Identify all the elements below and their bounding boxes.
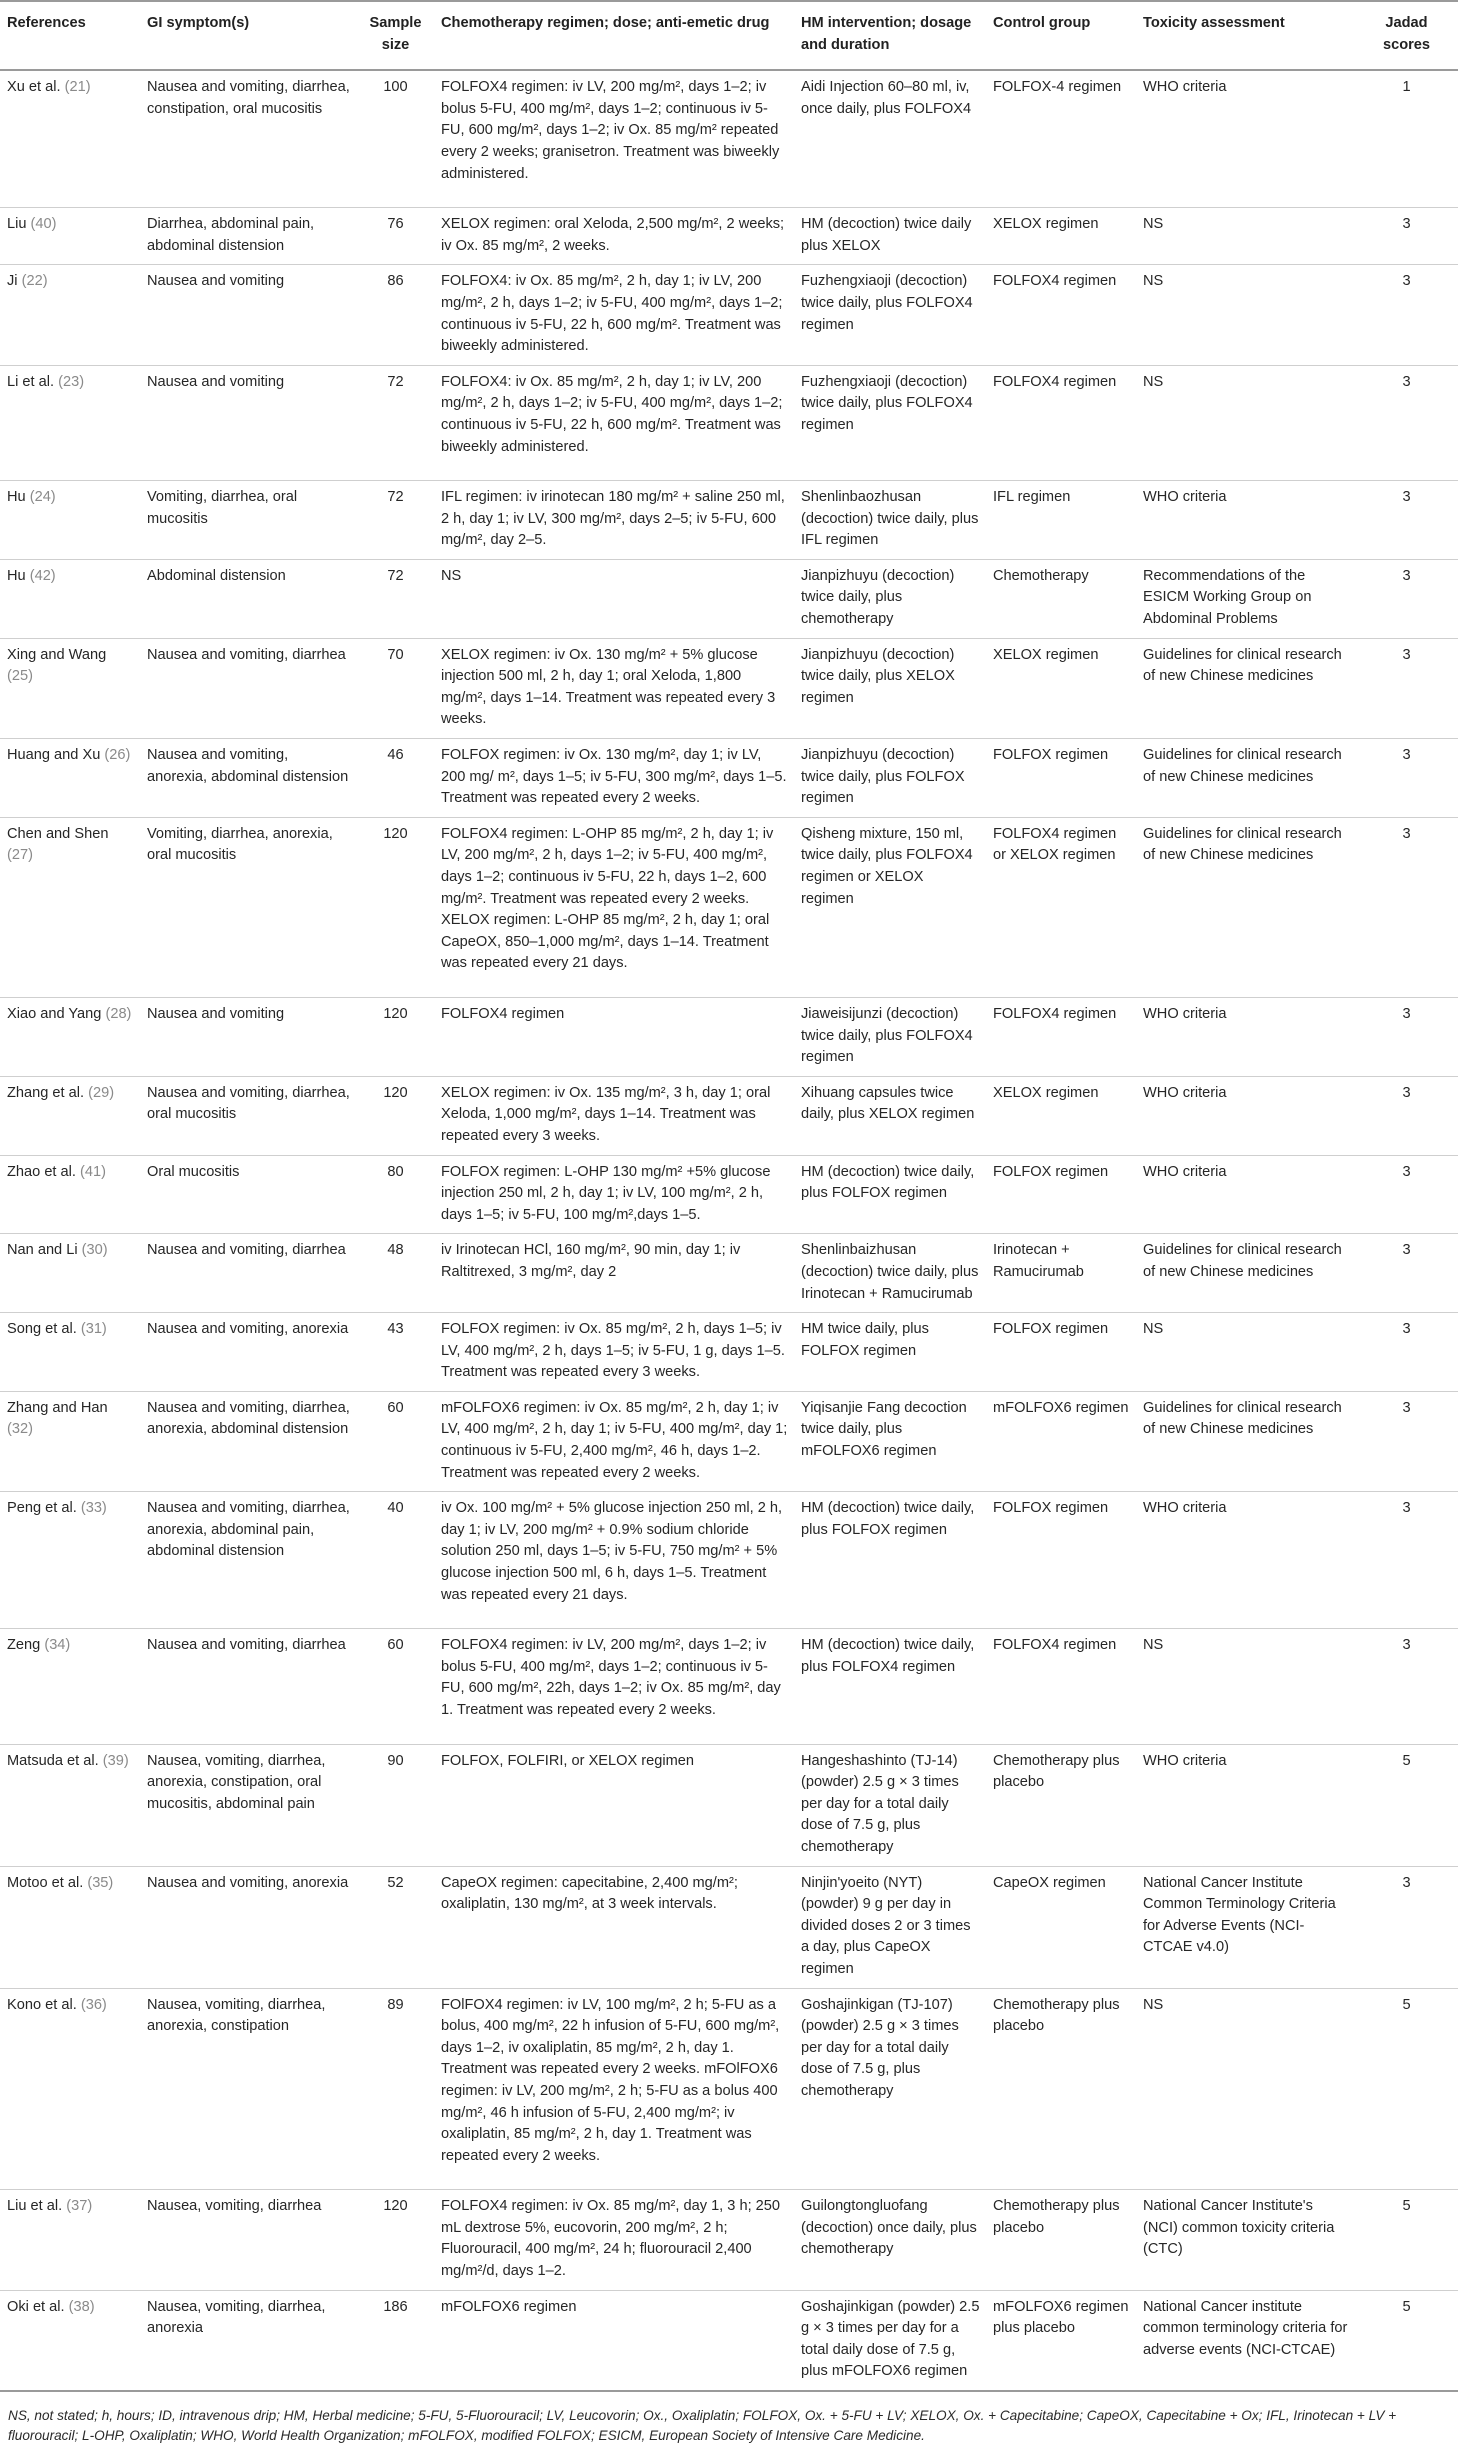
cell-toxicity-assessment: Recommendations of the ESICM Working Group on Abdominal Problems <box>1136 559 1354 638</box>
table-row <box>0 1391 1458 1491</box>
cell-hm-intervention: Qisheng mixture, 150 ml, twice daily, plus FOLFOX4 regimen or XELOX regimen <box>794 817 986 997</box>
reference-author: Zhao et al. <box>7 1163 76 1180</box>
cell-control-group: Chemotherapy plus placebo <box>986 1744 1136 1866</box>
cell-jadad-score: 5 <box>1354 1744 1458 1866</box>
cell-gi-symptoms: Nausea and vomiting, diarrhea <box>140 1629 356 1744</box>
cell-toxicity-assessment: WHO criteria <box>1136 1492 1354 1629</box>
cell-hm-intervention: Goshajinkigan (TJ-107) (powder) 2.5 g × 3 times per day for a total daily dose of 7.5 g, plus chemotherapy <box>794 1988 986 2190</box>
cell-reference <box>0 638 140 738</box>
table-row <box>0 70 1458 207</box>
cell-control-group: XELOX regimen <box>986 1076 1136 1155</box>
cell-jadad-score: 3 <box>1354 559 1458 638</box>
cell-jadad-score: 3 <box>1354 1076 1458 1155</box>
cell-jadad-score: 3 <box>1354 1866 1458 1988</box>
reference-author: Li et al. <box>7 373 55 390</box>
cell-reference <box>0 365 140 480</box>
cell-chemotherapy: NS <box>434 559 794 638</box>
cell-sample-size: 80 <box>356 1155 434 1234</box>
cell-gi-symptoms: Nausea and vomiting, diarrhea, anorexia, abdominal distension <box>140 1391 356 1491</box>
reference-citation-link[interactable]: (31) <box>80 1321 107 1338</box>
reference-author: Nan and Li <box>7 1242 78 1259</box>
cell-sample-size: 52 <box>356 1866 434 1988</box>
cell-gi-symptoms: Nausea, vomiting, diarrhea <box>140 2190 356 2290</box>
cell-toxicity-assessment: National Cancer institute common terminology criteria for adverse events (NCI-CTCAE) <box>1136 2290 1354 2391</box>
cell-toxicity-assessment: WHO criteria <box>1136 70 1354 207</box>
cell-control-group: FOLFOX regimen <box>986 1492 1136 1629</box>
cell-toxicity-assessment: Guidelines for clinical research of new Chinese medicines <box>1136 1234 1354 1313</box>
cell-sample-size: 43 <box>356 1313 434 1392</box>
cell-reference <box>0 1313 140 1392</box>
cell-reference <box>0 1988 140 2190</box>
cell-hm-intervention: Shenlinbaozhusan (decoction) twice daily, plus IFL regimen <box>794 481 986 560</box>
reference-citation-link[interactable]: (22) <box>21 273 48 290</box>
cell-hm-intervention: HM (decoction) twice daily, plus FOLFOX regimen <box>794 1155 986 1234</box>
cell-chemotherapy: mFOLFOX6 regimen: iv Ox. 85 mg/m², 2 h, day 1; iv LV, 400 mg/m², 2 h, day 1; iv 5-FU, 400 mg/m², day 1; continuous iv 5-FU, 2,400 mg/m², 46 h, days 1–2. Treatment was repeated every 2 weeks. <box>434 1391 794 1491</box>
cell-reference <box>0 739 140 818</box>
cell-chemotherapy: IFL regimen: iv irinotecan 180 mg/m² + saline 250 ml, 2 h, day 1; iv LV, 300 mg/m², days 2–5; iv 5-FU, 600 mg/m², day 2–5. <box>434 481 794 560</box>
cell-gi-symptoms: Nausea and vomiting <box>140 365 356 480</box>
header-row <box>0 1 1458 70</box>
table-body <box>0 70 1458 2391</box>
cell-gi-symptoms: Nausea and vomiting, anorexia, abdominal distension <box>140 739 356 818</box>
cell-gi-symptoms: Nausea and vomiting, diarrhea, oral mucositis <box>140 1076 356 1155</box>
cell-toxicity-assessment: Guidelines for clinical research of new Chinese medicines <box>1136 739 1354 818</box>
table-row <box>0 739 1458 818</box>
cell-chemotherapy: FOLFOX regimen: iv Ox. 85 mg/m², 2 h, days 1–5; iv LV, 400 mg/m², 2 h, days 1–5; iv 5-FU, 1 g, days 1–5. Treatment was repeated every 3 weeks. <box>434 1313 794 1392</box>
cell-hm-intervention: Jiaweisijunzi (decoction) twice daily, plus FOLFOX4 regimen <box>794 997 986 1076</box>
cell-sample-size: 100 <box>356 70 434 207</box>
cell-control-group: FOLFOX4 regimen <box>986 265 1136 365</box>
cell-control-group: Chemotherapy plus placebo <box>986 1988 1136 2190</box>
cell-jadad-score: 5 <box>1354 1988 1458 2190</box>
table-row <box>0 2290 1458 2391</box>
cell-control-group: mFOLFOX6 regimen plus placebo <box>986 2290 1136 2391</box>
reference-author: Ji <box>7 273 18 290</box>
cell-toxicity-assessment: National Cancer Institute Common Terminology Criteria for Adverse Events (NCI-CTCAE v4.0) <box>1136 1866 1354 1988</box>
cell-reference <box>0 1155 140 1234</box>
table-row <box>0 1076 1458 1155</box>
cell-control-group: XELOX regimen <box>986 208 1136 265</box>
cell-reference <box>0 2190 140 2290</box>
reference-citation-link[interactable]: (42) <box>29 567 56 584</box>
cell-jadad-score: 3 <box>1354 1629 1458 1744</box>
cell-reference <box>0 265 140 365</box>
cell-sample-size: 70 <box>356 638 434 738</box>
cell-hm-intervention: Xihuang capsules twice daily, plus XELOX regimen <box>794 1076 986 1155</box>
reference-citation-link[interactable]: (40) <box>30 216 57 233</box>
cell-chemotherapy: mFOLFOX6 regimen <box>434 2290 794 2391</box>
reference-citation-link[interactable]: (38) <box>68 2298 95 2315</box>
reference-citation-link[interactable]: (21) <box>64 79 91 96</box>
cell-sample-size: 89 <box>356 1988 434 2190</box>
cell-sample-size: 60 <box>356 1391 434 1491</box>
cell-control-group: FOLFOX-4 regimen <box>986 70 1136 207</box>
reference-author: Matsuda et al. <box>7 1752 99 1769</box>
header-references: References <box>0 1 140 70</box>
cell-toxicity-assessment: Guidelines for clinical research of new Chinese medicines <box>1136 638 1354 738</box>
cell-gi-symptoms: Diarrhea, abdominal pain, abdominal distension <box>140 208 356 265</box>
header-toxicity: Toxicity assessment <box>1136 1 1354 70</box>
cell-chemotherapy: FOLFOX4 regimen <box>434 997 794 1076</box>
header-chemotherapy: Chemotherapy regimen; dose; anti-emetic drug <box>434 1 794 70</box>
reference-citation-link[interactable]: (34) <box>44 1637 71 1654</box>
cell-reference <box>0 559 140 638</box>
cell-reference <box>0 208 140 265</box>
header-hm-intervention: HM intervention; dosage and duration <box>794 1 986 70</box>
reference-author: Hu <box>7 489 26 506</box>
reference-citation-link[interactable]: (32) <box>7 1421 33 1438</box>
cell-hm-intervention: Aidi Injection 60–80 ml, iv, once daily, plus FOLFOX4 <box>794 70 986 207</box>
reference-author: Kono et al. <box>7 1996 77 2013</box>
cell-sample-size: 40 <box>356 1492 434 1629</box>
cell-gi-symptoms: Vomiting, diarrhea, anorexia, oral mucositis <box>140 817 356 997</box>
cell-gi-symptoms: Oral mucositis <box>140 1155 356 1234</box>
cell-chemotherapy: FOLFOX4: iv Ox. 85 mg/m², 2 h, day 1; iv LV, 200 mg/m², 2 h, days 1–2; iv 5-FU, 400 mg/m², days 1–2; continuous iv 5-FU, 22 h, 600 mg/m². Treatment was biweekly administered. <box>434 365 794 480</box>
cell-control-group: FOLFOX4 regimen <box>986 1629 1136 1744</box>
reference-citation-link[interactable]: (39) <box>102 1752 129 1769</box>
reference-citation-link[interactable]: (36) <box>80 1996 107 2013</box>
table-row <box>0 559 1458 638</box>
cell-gi-symptoms: Nausea, vomiting, diarrhea, anorexia, constipation <box>140 1988 356 2190</box>
reference-citation-link[interactable]: (27) <box>7 847 33 864</box>
reference-citation-link[interactable]: (23) <box>58 373 85 390</box>
cell-toxicity-assessment: Guidelines for clinical research of new Chinese medicines <box>1136 817 1354 997</box>
table-row <box>0 817 1458 997</box>
header-control-group: Control group <box>986 1 1136 70</box>
reference-author: Liu <box>7 216 27 233</box>
cell-control-group: mFOLFOX6 regimen <box>986 1391 1136 1491</box>
cell-chemotherapy: FOLFOX, FOLFIRI, or XELOX regimen <box>434 1744 794 1866</box>
reference-author: Xing and Wang <box>7 646 107 663</box>
table-row <box>0 365 1458 480</box>
cell-sample-size: 60 <box>356 1629 434 1744</box>
cell-sample-size: 72 <box>356 365 434 480</box>
cell-hm-intervention: Yiqisanjie Fang decoction twice daily, plus mFOLFOX6 regimen <box>794 1391 986 1491</box>
table-header <box>0 1 1458 70</box>
cell-control-group: FOLFOX regimen <box>986 1155 1136 1234</box>
reference-author: Zhang and Han <box>7 1399 108 1416</box>
cell-toxicity-assessment: WHO criteria <box>1136 1076 1354 1155</box>
cell-toxicity-assessment: NS <box>1136 365 1354 480</box>
cell-jadad-score: 3 <box>1354 1492 1458 1629</box>
table-row <box>0 1744 1458 1866</box>
reference-author: Zhang et al. <box>7 1084 85 1101</box>
reference-author: Xiao and Yang <box>7 1005 102 1022</box>
reference-author: Oki et al. <box>7 2298 65 2315</box>
cell-gi-symptoms: Nausea and vomiting <box>140 265 356 365</box>
cell-reference <box>0 1234 140 1313</box>
reference-citation-link[interactable]: (24) <box>29 489 56 506</box>
cell-toxicity-assessment: NS <box>1136 1629 1354 1744</box>
cell-control-group: IFL regimen <box>986 481 1136 560</box>
cell-reference <box>0 1076 140 1155</box>
cell-hm-intervention: HM (decoction) twice daily, plus FOLFOX4 regimen <box>794 1629 986 1744</box>
table-row <box>0 1629 1458 1744</box>
cell-jadad-score: 3 <box>1354 1155 1458 1234</box>
cell-sample-size: 86 <box>356 265 434 365</box>
cell-toxicity-assessment: NS <box>1136 1313 1354 1392</box>
cell-control-group: XELOX regimen <box>986 638 1136 738</box>
cell-reference <box>0 1629 140 1744</box>
cell-chemotherapy: FOLFOX4 regimen: iv LV, 200 mg/m², days 1–2; iv bolus 5-FU, 400 mg/m², days 1–2; continuous iv 5-FU, 600 mg/m², 22h, days 1–2; iv Ox. 85 mg/m², day 1. Treatment was repeated every 2 weeks. <box>434 1629 794 1744</box>
table-row <box>0 1492 1458 1629</box>
table-row <box>0 208 1458 265</box>
cell-reference <box>0 2290 140 2391</box>
cell-gi-symptoms: Nausea and vomiting, diarrhea <box>140 1234 356 1313</box>
cell-control-group: FOLFOX4 regimen or XELOX regimen <box>986 817 1136 997</box>
cell-chemotherapy: iv Ox. 100 mg/m² + 5% glucose injection 250 ml, 2 h, day 1; iv LV, 200 mg/m² + 0.9% sodium chloride solution 250 ml, days 1–5; iv 5-FU, 750 mg/m² + 5% glucose injection 500 ml, 6 h, days 1–5. Treatment was repeated every 21 days. <box>434 1492 794 1629</box>
header-sample-size: Sample size <box>356 1 434 70</box>
table-row <box>0 1234 1458 1313</box>
cell-toxicity-assessment: NS <box>1136 1988 1354 2190</box>
cell-control-group: FOLFOX regimen <box>986 1313 1136 1392</box>
cell-chemotherapy: FOLFOX4 regimen: iv LV, 200 mg/m², days 1–2; iv bolus 5-FU, 400 mg/m², days 1–2; continuous iv 5-FU, 600 mg/m², days 1–2; iv Ox. 85 mg/m² repeated every 2 weeks; granisetron. Treatment was biweekly administered. <box>434 70 794 207</box>
cell-sample-size: 90 <box>356 1744 434 1866</box>
cell-jadad-score: 3 <box>1354 1313 1458 1392</box>
cell-jadad-score: 3 <box>1354 997 1458 1076</box>
cell-gi-symptoms: Nausea and vomiting, diarrhea, anorexia, abdominal pain, abdominal distension <box>140 1492 356 1629</box>
cell-reference <box>0 997 140 1076</box>
cell-control-group: FOLFOX4 regimen <box>986 997 1136 1076</box>
table-row <box>0 1866 1458 1988</box>
cell-sample-size: 72 <box>356 559 434 638</box>
cell-toxicity-assessment: NS <box>1136 208 1354 265</box>
cell-sample-size: 76 <box>356 208 434 265</box>
table-row <box>0 1313 1458 1392</box>
cell-toxicity-assessment: WHO criteria <box>1136 481 1354 560</box>
cell-hm-intervention: Jianpizhuyu (decoction) twice daily, plus chemotherapy <box>794 559 986 638</box>
cell-hm-intervention: Shenlinbaizhusan (decoction) twice daily, plus Irinotecan + Ramucirumab <box>794 1234 986 1313</box>
cell-gi-symptoms: Nausea and vomiting <box>140 997 356 1076</box>
cell-reference <box>0 1492 140 1629</box>
cell-toxicity-assessment: Guidelines for clinical research of new Chinese medicines <box>1136 1391 1354 1491</box>
cell-chemotherapy: FOLFOX regimen: L-OHP 130 mg/m² +5% glucose injection 250 ml, 2 h, day 1; iv LV, 100 mg/m², 2 h, days 1–5; iv 5-FU, 100 mg/m²,days 1–5. <box>434 1155 794 1234</box>
reference-author: Liu et al. <box>7 2198 63 2215</box>
reference-author: Peng et al. <box>7 1500 77 1517</box>
cell-jadad-score: 1 <box>1354 70 1458 207</box>
cell-sample-size: 120 <box>356 1076 434 1155</box>
cell-gi-symptoms: Nausea and vomiting, anorexia <box>140 1866 356 1988</box>
cell-chemotherapy: FOlFOX4 regimen: iv LV, 100 mg/m², 2 h; 5-FU as a bolus, 400 mg/m², 22 h infusion of 5-FU, 600 mg/m², days 1–2, iv oxaliplatin, 85 mg/m², 2 h, day 1. Treatment was repeated every 2 weeks. mFOlFOX6 regimen: iv LV, 200 mg/m², 2 h; 5-FU as a bolus 400 mg/m², 46 h infusion of 5-FU, 2,400 mg/m²; iv oxaliplatin, 85 mg/m², 2 h, day 1. Treatment was repeated every 2 weeks. <box>434 1988 794 2190</box>
cell-chemotherapy: XELOX regimen: iv Ox. 135 mg/m², 3 h, day 1; oral Xeloda, 1,000 mg/m², days 1–14. Treatment was repeated every 3 weeks. <box>434 1076 794 1155</box>
cell-hm-intervention: Hangeshashinto (TJ-14) (powder) 2.5 g × 3 times per day for a total daily dose of 7.5 g, plus chemotherapy <box>794 1744 986 1866</box>
cell-control-group: Irinotecan + Ramucirumab <box>986 1234 1136 1313</box>
cell-reference <box>0 481 140 560</box>
cell-chemotherapy: FOLFOX regimen: iv Ox. 130 mg/m², day 1; iv LV, 200 mg/ m², days 1–5; iv 5-FU, 300 mg/m², days 1–5. Treatment was repeated every 2 weeks. <box>434 739 794 818</box>
header-gi-symptoms: GI symptom(s) <box>140 1 356 70</box>
reference-citation-link[interactable]: (29) <box>88 1084 115 1101</box>
cell-hm-intervention: Ninjin'yoeito (NYT) (powder) 9 g per day in divided doses 2 or 3 times a day, plus CapeOX regimen <box>794 1866 986 1988</box>
cell-hm-intervention: Fuzhengxiaoji (decoction) twice daily, plus FOLFOX4 regimen <box>794 365 986 480</box>
cell-jadad-score: 3 <box>1354 265 1458 365</box>
reference-citation-link[interactable]: (28) <box>105 1005 132 1022</box>
cell-sample-size: 120 <box>356 817 434 997</box>
cell-chemotherapy: iv Irinotecan HCl, 160 mg/m², 90 min, day 1; iv Raltitrexed, 3 mg/m², day 2 <box>434 1234 794 1313</box>
cell-hm-intervention: Jianpizhuyu (decoction) twice daily, plus XELOX regimen <box>794 638 986 738</box>
cell-control-group: Chemotherapy <box>986 559 1136 638</box>
table-footnote: NS, not stated; h, hours; ID, intravenous drip; HM, Herbal medicine; 5-FU, 5-Fluorouracil; LV, Leucovorin; Ox., Oxaliplatin; FOLFOX, Ox. + 5-FU + LV; XELOX, Ox. + Capecitabine; CapeOX, Capecitabine + Ox; IFL, Irinotecan + LV + fluorouracil; L-OHP, Oxaliplatin; WHO, World Health Organization; mFOLFOX, modified FOLFOX; ESICM, European Society of Intensive Care Medicine. <box>8 2408 1397 2444</box>
cell-gi-symptoms: Nausea, vomiting, diarrhea, anorexia, constipation, oral mucositis, abdominal pain <box>140 1744 356 1866</box>
cell-toxicity-assessment: WHO criteria <box>1136 997 1354 1076</box>
reference-citation-link[interactable]: (41) <box>80 1163 106 1180</box>
cell-hm-intervention: HM (decoction) twice daily, plus FOLFOX regimen <box>794 1492 986 1629</box>
cell-reference <box>0 1744 140 1866</box>
cell-jadad-score: 3 <box>1354 208 1458 265</box>
table-row <box>0 265 1458 365</box>
reference-citation-link[interactable]: (25) <box>7 668 33 685</box>
table-row <box>0 997 1458 1076</box>
cell-jadad-score: 3 <box>1354 739 1458 818</box>
cell-chemotherapy: XELOX regimen: iv Ox. 130 mg/m² + 5% glucose injection 500 ml, 2 h, day 1; oral Xeloda, 1,800 mg/m², days 1–14. Treatment was repeated every 3 weeks. <box>434 638 794 738</box>
reference-author: Huang and Xu <box>7 747 101 764</box>
reference-citation-link[interactable]: (35) <box>87 1874 114 1891</box>
cell-jadad-score: 3 <box>1354 481 1458 560</box>
cell-hm-intervention: HM twice daily, plus FOLFOX regimen <box>794 1313 986 1392</box>
cell-jadad-score: 5 <box>1354 2290 1458 2391</box>
cell-chemotherapy: XELOX regimen: oral Xeloda, 2,500 mg/m², 2 weeks; iv Ox. 85 mg/m², 2 weeks. <box>434 208 794 265</box>
cell-jadad-score: 3 <box>1354 638 1458 738</box>
table-row <box>0 1155 1458 1234</box>
cell-sample-size: 186 <box>356 2290 434 2391</box>
table-row <box>0 638 1458 738</box>
cell-sample-size: 120 <box>356 2190 434 2290</box>
cell-gi-symptoms: Nausea and vomiting, diarrhea <box>140 638 356 738</box>
header-jadad: Jadad scores <box>1354 1 1458 70</box>
cell-gi-symptoms: Abdominal distension <box>140 559 356 638</box>
cell-chemotherapy: FOLFOX4: iv Ox. 85 mg/m², 2 h, day 1; iv LV, 200 mg/m², 2 h, days 1–2; iv 5-FU, 400 mg/m², days 1–2; continuous iv 5-FU, 22 h, 600 mg/m². Treatment was biweekly administered. <box>434 265 794 365</box>
cell-toxicity-assessment: NS <box>1136 265 1354 365</box>
reference-citation-link[interactable]: (26) <box>104 747 131 764</box>
cell-chemotherapy: CapeOX regimen: capecitabine, 2,400 mg/m²; oxaliplatin, 130 mg/m², at 3 week intervals. <box>434 1866 794 1988</box>
cell-sample-size: 72 <box>356 481 434 560</box>
cell-sample-size: 48 <box>356 1234 434 1313</box>
cell-jadad-score: 5 <box>1354 2190 1458 2290</box>
cell-reference <box>0 1391 140 1491</box>
cell-hm-intervention: Guilongtongluofang (decoction) once daily, plus chemotherapy <box>794 2190 986 2290</box>
cell-jadad-score: 3 <box>1354 817 1458 997</box>
cell-control-group: CapeOX regimen <box>986 1866 1136 1988</box>
cell-control-group: Chemotherapy plus placebo <box>986 2190 1136 2290</box>
cell-hm-intervention: Jianpizhuyu (decoction) twice daily, plus FOLFOX regimen <box>794 739 986 818</box>
cell-gi-symptoms: Vomiting, diarrhea, oral mucositis <box>140 481 356 560</box>
reference-citation-link[interactable]: (37) <box>66 2198 93 2215</box>
cell-control-group: FOLFOX4 regimen <box>986 365 1136 480</box>
reference-citation-link[interactable]: (33) <box>80 1500 107 1517</box>
cell-jadad-score: 3 <box>1354 365 1458 480</box>
table-row <box>0 1988 1458 2190</box>
table-row <box>0 2190 1458 2290</box>
cell-toxicity-assessment: WHO criteria <box>1136 1155 1354 1234</box>
cell-chemotherapy: FOLFOX4 regimen: L-OHP 85 mg/m², 2 h, day 1; iv LV, 200 mg/m², 2 h, days 1–2; iv 5-FU, 400 mg/m², days 1–2; continuous iv 5-FU, 22 h, days 1–2, 600 mg/m². Treatment was repeated every 2 weeks. XELOX regimen: L-OHP 85 mg/m², 2 h, day 1; oral CapeOX, 850–1,000 mg/m², days 1–14. Treatment was repeated every 21 days. <box>434 817 794 997</box>
cell-control-group: FOLFOX regimen <box>986 739 1136 818</box>
cell-toxicity-assessment: National Cancer Institute's (NCI) common toxicity criteria (CTC) <box>1136 2190 1354 2290</box>
cell-gi-symptoms: Nausea and vomiting, diarrhea, constipation, oral mucositis <box>140 70 356 207</box>
reference-citation-link[interactable]: (30) <box>81 1242 108 1259</box>
reference-author: Chen and Shen <box>7 825 109 842</box>
cell-gi-symptoms: Nausea, vomiting, diarrhea, anorexia <box>140 2290 356 2391</box>
cell-hm-intervention: HM (decoction) twice daily plus XELOX <box>794 208 986 265</box>
cell-reference <box>0 817 140 997</box>
cell-toxicity-assessment: WHO criteria <box>1136 1744 1354 1866</box>
cell-sample-size: 46 <box>356 739 434 818</box>
table-row <box>0 481 1458 560</box>
reference-author: Motoo et al. <box>7 1874 84 1891</box>
cell-chemotherapy: FOLFOX4 regimen: iv Ox. 85 mg/m², day 1, 3 h; 250 mL dextrose 5%, eucovorin, 200 mg/m², 2 h; Fluorouracil, 400 mg/m², 24 h; fluorouracil 2,400 mg/m²/d, days 1–2. <box>434 2190 794 2290</box>
cell-hm-intervention: Fuzhengxiaoji (decoction) twice daily, plus FOLFOX4 regimen <box>794 265 986 365</box>
cell-sample-size: 120 <box>356 997 434 1076</box>
cell-hm-intervention: Goshajinkigan (powder) 2.5 g × 3 times per day for a total daily dose of 7.5 g, plus mFOLFOX6 regimen <box>794 2290 986 2391</box>
cell-reference <box>0 70 140 207</box>
reference-author: Song et al. <box>7 1321 77 1338</box>
cell-gi-symptoms: Nausea and vomiting, anorexia <box>140 1313 356 1392</box>
cell-jadad-score: 3 <box>1354 1234 1458 1313</box>
reference-author: Xu et al. <box>7 79 61 96</box>
cell-reference <box>0 1866 140 1988</box>
cell-jadad-score: 3 <box>1354 1391 1458 1491</box>
reference-author: Zeng <box>7 1637 41 1654</box>
reference-author: Hu <box>7 567 26 584</box>
